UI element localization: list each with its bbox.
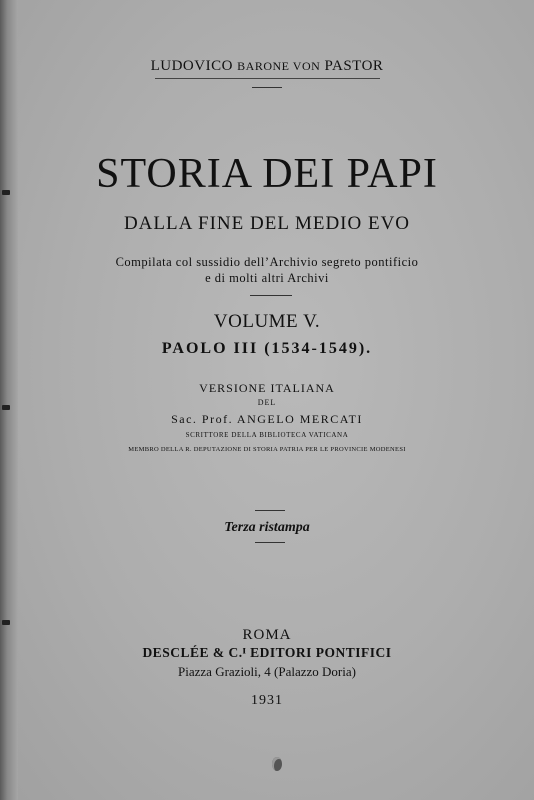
- printer-ornament-icon: [272, 757, 282, 771]
- spine-mark: [2, 620, 10, 625]
- compiled-note-line-1: Compilata col sussidio dell’Archivio segreto pontificio: [115, 255, 419, 269]
- imprint-city: ROMA: [242, 627, 292, 643]
- divider: [255, 542, 285, 543]
- translator-role-2: MEMBRO DELLA R. DEPUTAZIONE DI STORIA PATRIA PER LE PROVINCIE MODENESI: [128, 446, 406, 453]
- volume-subject: PAOLO III (1534-1549).: [161, 340, 373, 357]
- author-title: BARONE VON: [237, 59, 321, 73]
- book-subtitle: DALLA FINE DEL MEDIO EVO: [123, 213, 411, 234]
- book-title: STORIA DEI PAPI: [96, 151, 438, 197]
- divider: [250, 295, 292, 296]
- volume-number: VOLUME V.: [213, 311, 321, 332]
- translation-by: DEL: [257, 398, 277, 407]
- author-first-name: LUDOVICO: [150, 58, 233, 74]
- translator-name: Sac. Prof. ANGELO MERCATI: [171, 412, 363, 426]
- author-last-name: PASTOR: [324, 58, 384, 74]
- imprint-address: Piazza Grazioli, 4 (Palazzo Doria): [178, 664, 356, 679]
- imprint-year: 1931: [251, 693, 283, 708]
- edition-note: Terza ristampa: [224, 520, 310, 535]
- imprint-publisher: DESCLÉE & C.ᴵ EDITORI PONTIFICI: [142, 645, 392, 660]
- author-line: [0, 58, 534, 75]
- divider: [252, 87, 282, 88]
- compiled-note-line-2: e di molti altri Archivi: [205, 271, 329, 285]
- translation-label: VERSIONE ITALIANA: [199, 381, 335, 395]
- translator-role-1: SCRITTORE DELLA BIBLIOTECA VATICANA: [185, 431, 349, 439]
- author-underline: [155, 78, 380, 79]
- divider: [255, 510, 285, 511]
